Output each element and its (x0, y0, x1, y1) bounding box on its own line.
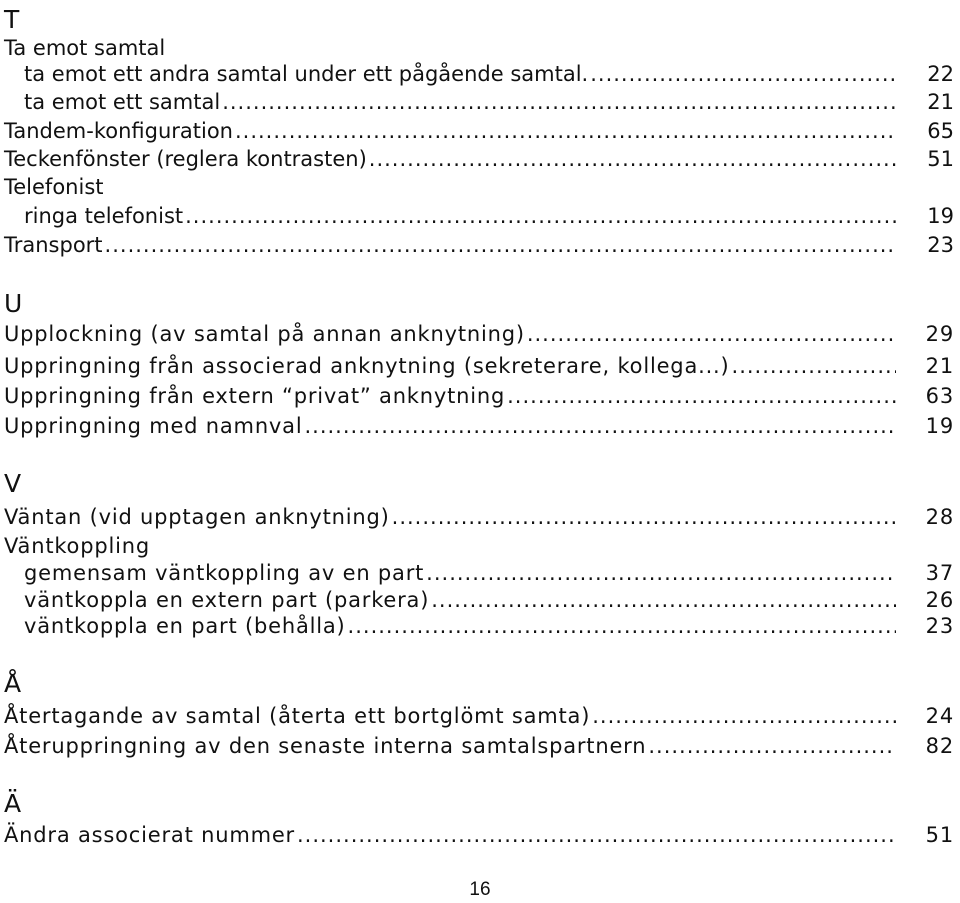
entry-label: Transport (4, 233, 103, 257)
section-letter-t: T (4, 5, 20, 34)
dot-leader (426, 559, 896, 587)
page-number: 16 (469, 879, 491, 900)
entry-page-number: 51 (925, 823, 954, 847)
index-entry (4, 352, 954, 380)
entry-page-number: 21 (927, 90, 954, 114)
dot-leader (527, 320, 896, 348)
section-letter-a-umlaut: Ä (4, 789, 22, 818)
entry-page-number: 29 (925, 322, 954, 346)
entry-page-number: 23 (927, 233, 954, 257)
section-letter-u: U (4, 289, 23, 318)
dot-leader (185, 202, 896, 230)
index-entry (24, 202, 954, 230)
entry-label: Tandem-konfiguration (4, 119, 233, 143)
entry-page-number: 21 (925, 354, 954, 378)
index-entry (24, 60, 954, 88)
dot-leader (348, 612, 896, 640)
entry-label: Återuppringning av den senaste interna samtalspartnern (4, 734, 647, 758)
entry-label: Uppringning med namnval (4, 414, 303, 438)
entry-page-number: 24 (925, 704, 954, 728)
entry-page-number: 37 (925, 561, 954, 585)
dot-leader (732, 352, 896, 380)
index-entry (4, 320, 954, 348)
entry-label: väntkoppla en extern part (parkera) (24, 588, 430, 612)
entry-label: Teckenfönster (reglera kontrasten) (4, 147, 367, 171)
index-entry (24, 559, 954, 587)
entry-label: Upplockning (av samtal på annan anknytning) (4, 322, 525, 346)
index-entry (4, 231, 954, 259)
section-letter-v: V (4, 469, 22, 498)
entry-page-number: 19 (925, 414, 954, 438)
dot-leader (592, 702, 896, 730)
entry-page-number: 26 (925, 588, 954, 612)
dot-leader (648, 732, 896, 760)
index-entry (24, 586, 954, 614)
entry-page-number: 19 (927, 204, 954, 228)
entry-label: Uppringning från extern “privat” anknytning (4, 384, 506, 408)
dot-leader (297, 821, 896, 849)
dot-leader (105, 231, 896, 259)
index-entry (4, 503, 954, 531)
index-entry (24, 88, 954, 116)
entry-label: ta emot ett andra samtal under ett pågående samtal. (24, 62, 589, 86)
index-entry (4, 382, 954, 410)
entry-label: Uppringning från associerad anknytning (sekreterare, kollega...) (4, 354, 730, 378)
index-entry (4, 117, 954, 145)
dot-leader (431, 586, 896, 614)
entry-page-number: 65 (927, 119, 954, 143)
entry-label: väntkoppla en part (behålla) (24, 614, 346, 638)
entry-page-number: 23 (925, 614, 954, 638)
entry-label: gemensam väntkoppling av en part (24, 561, 425, 585)
entry-label: Återtagande av samtal (återta ett bortglömt samta) (4, 704, 591, 728)
entry-page-number: 28 (925, 505, 954, 529)
entry-page-number: 82 (925, 734, 954, 758)
index-heading-ta-emot-samtal: Ta emot samtal (4, 36, 166, 60)
dot-leader (222, 88, 896, 116)
entry-page-number: 22 (927, 62, 954, 86)
index-entry (4, 732, 954, 760)
index-entry (24, 612, 954, 640)
index-entry (4, 145, 954, 173)
entry-label: ta emot ett samtal (24, 90, 221, 114)
dot-leader (369, 145, 896, 173)
dot-leader (304, 412, 896, 440)
index-heading-telefonist: Telefonist (4, 175, 104, 199)
entry-page-number: 63 (925, 384, 954, 408)
entry-label: Ändra associerat nummer (4, 823, 295, 847)
index-entry (4, 702, 954, 730)
entry-label: ringa telefonist (24, 204, 184, 228)
section-letter-a-ring: Å (4, 669, 22, 698)
index-entry (4, 412, 954, 440)
dot-leader (392, 503, 896, 531)
entry-label: Väntan (vid upptagen anknytning) (4, 505, 390, 529)
index-heading-vantkoppling: Väntkoppling (4, 534, 150, 558)
dot-leader (235, 117, 896, 145)
dot-leader (507, 382, 896, 410)
dot-leader (590, 60, 896, 88)
entry-page-number: 51 (927, 147, 954, 171)
index-entry (4, 821, 954, 849)
